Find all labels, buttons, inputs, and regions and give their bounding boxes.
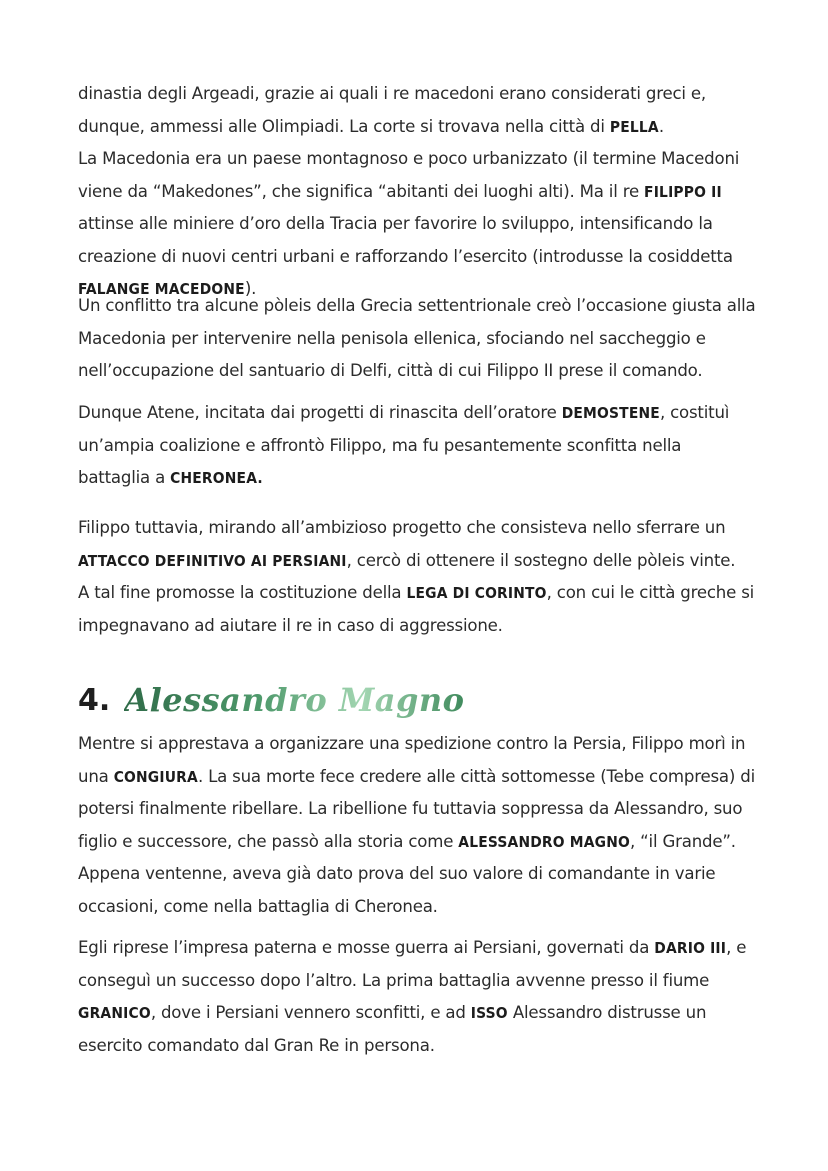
paragraph-persiani: Egli riprese l’impresa paterna e mosse guerra ai Persiani, governati da DARIO III, e conseguì un successo dopo l’altro. La prima battaglia avvenne presso il fiume GRANICO, dove i Persiani vennero sconfitti, e ad ISSO Alessandro distrusse un esercito comandato dal Gran Re in persona. <box>78 938 747 1055</box>
keyword-falange-macedone: FALANGE MACEDONE <box>78 280 245 298</box>
keyword-lega-di-corinto: LEGA DI CORINTO <box>406 584 547 602</box>
paragraph-macedonia: dinastia degli Argeadi, grazie ai quali i re macedoni erano considerati greci e, dunque, ammessi alle Olimpiadi. La corte si trovava nella città di PELLA. La Macedonia era un paese montagnoso e poco urbanizzato (il termine Macedoni viene da “Makedones”, che significa “abitanti dei luoghi alti). Ma il re FILIPPO II attinse alle miniere d’oro della Tracia per favorire lo sviluppo, intensificando la creazione di nuovi centri urbani e rafforzando l’esercito (introdusse la cosiddetta FALANGE MACEDONE). <box>78 84 740 298</box>
section-title: Alessandro Magno <box>124 681 465 719</box>
keyword-dario-iii: DARIO III <box>654 939 727 957</box>
paragraph-conflitto: Un conflitto tra alcune pòleis della Grecia settentrionale creò l’occasione giusta alla Macedonia per intervenire nella penisola ellenica, sfociando nel saccheggio e nell’occupazione del santuario di Delfi, città di cui Filippo II prese il comando. <box>78 296 756 380</box>
paragraph-congiura: Mentre si apprestava a organizzare una spedizione contro la Persia, Filippo morì in una CONGIURA. La sua morte fece credere alle città sottomesse (Tebe compresa) di potersi finalmente ribellare. La ribellione fu tuttavia soppressa da Alessandro, suo figlio e successore, che passò alla storia come ALESSANDRO MAGNO, “il Grande”. Appena ventenne, aveva già dato prova del suo valore di comandante in varie occasioni, come nella battaglia di Cheronea. <box>78 734 755 916</box>
keyword-attacco: ATTACCO DEFINITIVO AI PERSIANI <box>78 551 347 570</box>
keyword-alessandro-magno: ALESSANDRO MAGNO <box>458 832 631 851</box>
paragraph-filippo: Filippo tuttavia, mirando all’ambizioso progetto che consisteva nello sferrare un ATTACCO DEFINITIVO AI PERSIANI, cercò di ottenere il sostegno delle pòleis vinte. A tal fine promosse la costituzione della LEGA DI CORINTO, con cui le città greche si impegnavano ad aiutare il re in caso di aggressione. <box>78 518 755 635</box>
keyword-isso: ISSO <box>470 1004 508 1022</box>
keyword-demostene: DEMOSTENE <box>561 404 660 422</box>
keyword-pella: PELLA <box>609 117 659 136</box>
section-heading <box>78 678 465 722</box>
keyword-cheronea: CHERONEA. <box>170 469 263 487</box>
section-number: 4. <box>78 682 111 718</box>
keyword-granico: GRANICO <box>78 1004 151 1022</box>
paragraph-atene: Dunque Atene, incitata dai progetti di rinascita dell’oratore DEMOSTENE, costituì un’ampia coalizione e affrontò Filippo, ma fu pesantemente sconfitta nella battaglia a CHERONEA. <box>78 403 730 487</box>
keyword-filippo-ii: FILIPPO II <box>644 182 722 201</box>
keyword-congiura: CONGIURA <box>113 767 198 786</box>
